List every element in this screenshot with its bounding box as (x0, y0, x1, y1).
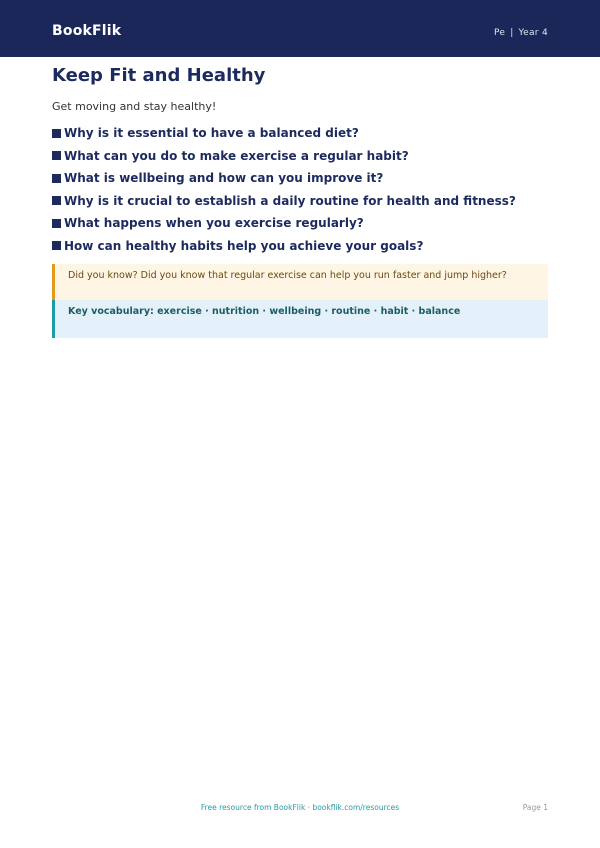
did-you-know-text: Did you know? Did you know that regular exercise can help you run faster and jump higher? (68, 270, 507, 281)
square-bullet-icon (52, 151, 61, 160)
question-text: What happens when you exercise regularly? (64, 216, 364, 231)
question-item (52, 235, 548, 258)
question-text: What is wellbeing and how can you improve it? (64, 171, 384, 186)
year-label: Year 4 (518, 28, 548, 38)
meta-separator: | (510, 28, 514, 38)
key-vocabulary-box (52, 300, 548, 338)
square-bullet-icon (52, 196, 61, 205)
question-item (52, 167, 548, 190)
page-subtitle: Get moving and stay healthy! (52, 100, 217, 113)
square-bullet-icon (52, 129, 61, 138)
subject-label: Pe (493, 28, 506, 38)
question-text: Why is it crucial to establish a daily routine for health and fitness? (64, 193, 516, 208)
question-list (52, 122, 548, 257)
question-item (52, 212, 548, 235)
brand-logo[interactable]: BookFlik (52, 23, 122, 39)
square-bullet-icon (52, 241, 61, 250)
page-title: Keep Fit and Healthy (52, 65, 266, 86)
question-item (52, 122, 548, 145)
square-bullet-icon (52, 219, 61, 228)
question-item (52, 145, 548, 168)
question-text: How can healthy habits help you achieve your goals? (64, 238, 424, 253)
footer-link[interactable]: Free resource from BookFlik · bookflik.com/resources (200, 803, 400, 812)
did-you-know-box (52, 264, 548, 300)
subject-year-label (494, 28, 548, 38)
key-vocabulary-text: Key vocabulary: exercise · nutrition · wellbeing · routine · habit · balance (68, 306, 461, 317)
header-bar (0, 0, 600, 57)
question-item (52, 190, 548, 213)
page-number: Page 1 (522, 803, 548, 812)
square-bullet-icon (52, 174, 61, 183)
question-text: Why is it essential to have a balanced diet? (64, 126, 359, 141)
question-text: What can you do to make exercise a regular habit? (64, 148, 409, 163)
